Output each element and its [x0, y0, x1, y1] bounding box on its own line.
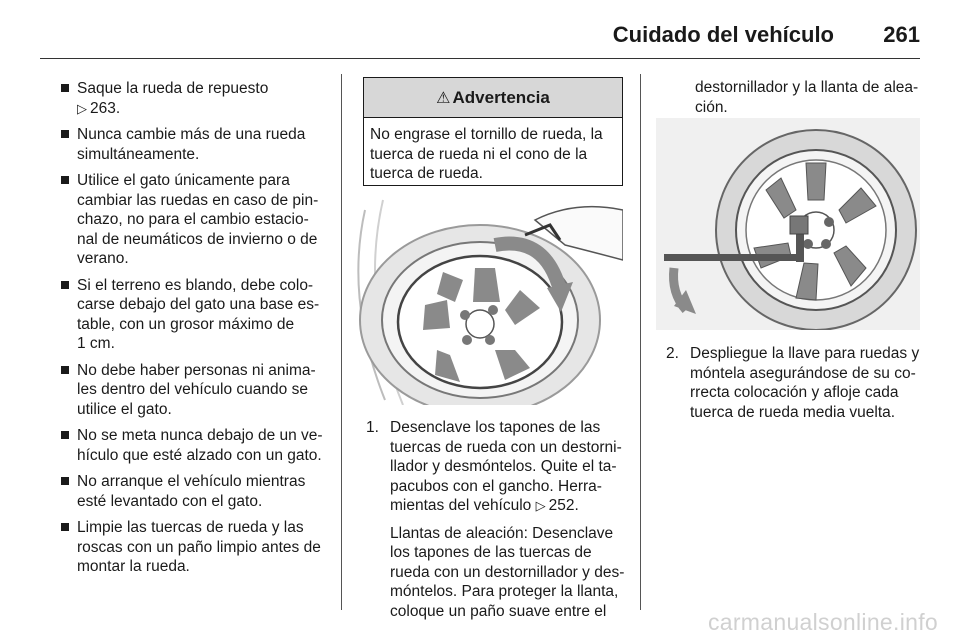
right-column-continuation [695, 78, 935, 117]
page-number: 261 [883, 22, 920, 47]
bullet-text: Si el terreno es blando, debe colo- [77, 276, 314, 294]
warning-title: Advertencia [452, 88, 550, 107]
warning-text [364, 118, 622, 184]
bullet-text: chazo, no para el cambio estacio- [77, 211, 309, 228]
column-divider [640, 74, 641, 610]
list-item [60, 426, 332, 465]
warning-line: tuerca de rueda ni el cono de la [370, 145, 588, 163]
bullet-text: roscas con un paño limpio antes de [77, 538, 321, 556]
bullet-square [61, 523, 69, 531]
warning-triangle-icon: ⚠ [436, 90, 451, 107]
bullet-text: cambiar las ruedas en caso de pin- [77, 191, 319, 209]
bullet-text: Nunca cambie más de una rueda [77, 126, 306, 143]
step-line: mientas del vehículo [390, 497, 532, 514]
hubcap-removal-illustration [355, 190, 623, 405]
bullet-text: utilice el gato. [77, 400, 172, 418]
step-line: los tapones de las tuercas de [390, 544, 592, 561]
step-line: rrecta colocación y afloje cada [690, 384, 899, 401]
bullet-text: Utilice el gato únicamente para [77, 172, 290, 189]
step-line: Llantas de aleación: Desenclave [390, 524, 614, 542]
wheel-wrench-drawing [656, 118, 920, 330]
step-paragraph [390, 418, 634, 516]
bullet-square [61, 281, 69, 289]
list-item [60, 518, 332, 577]
middle-column-text [366, 418, 634, 629]
step-number: 2. [666, 345, 679, 362]
bullet-text: montar la rueda. [77, 558, 190, 575]
right-column-text [666, 344, 936, 422]
bullet-text: esté levantado con el gato. [77, 492, 263, 510]
step-line: móntelos. Para proteger la llanta, [390, 583, 619, 600]
bullet-text: hículo que esté alzado con un gato. [77, 446, 322, 464]
step-line: móntela asegurándose de su co- [690, 364, 916, 382]
continuation-line: destornillador y la llanta de alea- [695, 79, 919, 96]
bullet-text: Saque la rueda de repuesto [77, 80, 269, 97]
bullet-text: Limpie las tuercas de rueda y las [77, 519, 304, 536]
list-item [60, 171, 332, 269]
bullet-text: 1 cm. [77, 335, 115, 352]
precaution-list [60, 79, 332, 577]
bullet-text: carse debajo del gato una base es- [77, 296, 320, 313]
step-paragraph [390, 524, 634, 622]
bullet-text: No debe haber personas ni anima- [77, 361, 316, 379]
step-number: 1. [366, 419, 379, 436]
bullet-square [61, 84, 69, 92]
step-line: llador y desmóntelos. Quite el ta- [390, 458, 617, 475]
steps-list [666, 344, 936, 422]
column-divider [341, 74, 342, 610]
warning-line: No engrase el tornillo de rueda, la [370, 126, 603, 143]
warning-header [364, 78, 622, 118]
step-line: coloque un paño suave entre el [390, 602, 607, 620]
step-line: rueda con un destornillador y des- [390, 563, 625, 581]
step-line: pacubos con el gancho. Herra- [390, 477, 602, 495]
bullet-text: les dentro del vehículo cuando se [77, 381, 308, 398]
bullet-square [61, 176, 69, 184]
header-rule [40, 58, 920, 59]
hubcap-removal-drawing [355, 190, 623, 405]
bullet-text: No se meta nunca debajo de un ve- [77, 427, 323, 444]
wheel-wrench-illustration [656, 118, 920, 330]
step-line: Despliegue la llave para ruedas y [690, 345, 920, 362]
bullet-square [61, 130, 69, 138]
reference-arrow-icon: ▷ [77, 100, 87, 116]
reference-arrow-icon: ▷ [535, 498, 546, 513]
list-item [60, 125, 332, 164]
watermark: carmanualsonline.info [707, 609, 938, 635]
bullet-square [61, 431, 69, 439]
step-line: Desenclave los tapones de las [390, 419, 601, 436]
page-reference[interactable]: 263. [90, 99, 121, 117]
continuation-line: ción. [695, 98, 728, 116]
chapter-title: Cuidado del vehículo [612, 22, 834, 47]
steps-list [366, 418, 634, 621]
list-item [60, 472, 332, 511]
page-reference[interactable]: 252. [548, 497, 579, 514]
step-line: tuercas de rueda con un destorni- [390, 438, 622, 456]
bullet-text: No arranque el vehículo mientras [77, 473, 306, 490]
left-column [60, 79, 332, 584]
bullet-square [61, 366, 69, 374]
warning-line: tuerca de rueda. [370, 165, 483, 182]
list-item [60, 276, 332, 354]
step-item [666, 344, 936, 422]
step-item [366, 418, 634, 621]
list-item [60, 79, 332, 118]
warning-box [363, 77, 623, 186]
list-item [60, 361, 332, 420]
bullet-text: verano. [77, 250, 129, 267]
bullet-square [61, 477, 69, 485]
bullet-text: simultáneamente. [77, 145, 200, 163]
page-header [40, 18, 920, 58]
bullet-text: table, con un grosor máximo de [77, 315, 295, 333]
step-line: tuerca de rueda media vuelta. [690, 403, 896, 421]
bullet-text: nal de neumáticos de invierno o de [77, 230, 318, 248]
